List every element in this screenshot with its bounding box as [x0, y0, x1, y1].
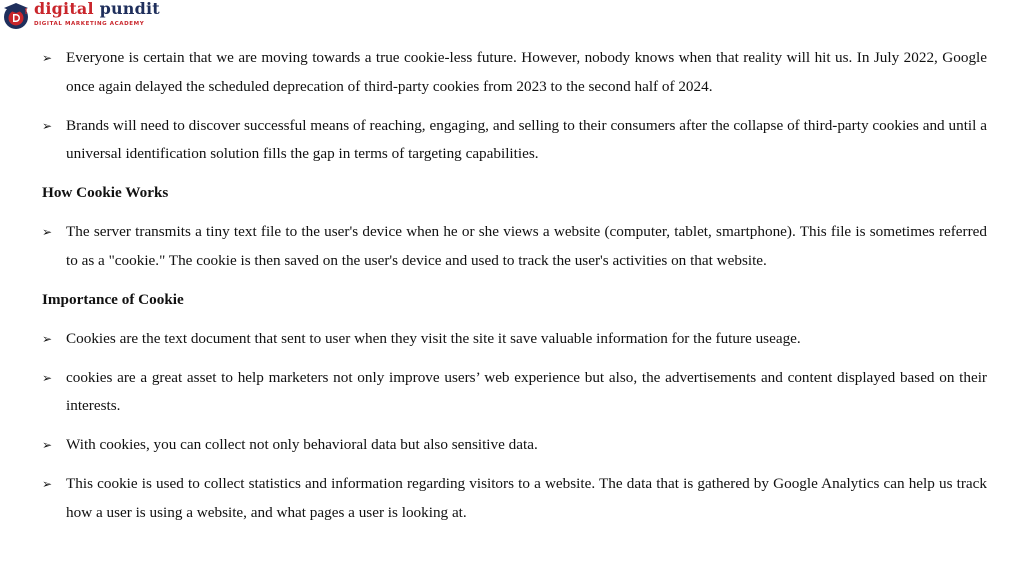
- arrow-bullet-icon: ➢: [42, 118, 53, 133]
- logo-wordmark: [34, 0, 160, 18]
- bullet-item: [42, 364, 987, 421]
- bullet-item: [42, 44, 987, 101]
- bullet-text: This cookie is used to collect statistics and information regarding visitors to a website. The data that is gathered by Google Analytics can help us track how a user is using a website, and what pages a user is looking at.: [66, 475, 987, 521]
- logo-tagline: DIGITAL MARKETING ACADEMY: [34, 21, 145, 27]
- logo-word-digital: digital: [34, 0, 94, 18]
- arrow-bullet-icon: ➢: [42, 477, 53, 491]
- bullet-item: [42, 431, 987, 460]
- brand-logo: [0, 0, 160, 34]
- section-heading-how-cookie-works: How Cookie Works: [42, 184, 169, 201]
- section-heading-importance-of-cookie: Importance of Cookie: [42, 290, 184, 308]
- bullet-text: The server transmits a tiny text file to the user's device when he or she views a website (computer, tablet, smartphone). This file is sometimes referred to as a "cookie." The cookie is then saved on the user's device and used to track the user's activities on that website.: [66, 223, 987, 269]
- arrow-bullet-icon: ➢: [42, 225, 53, 239]
- arrow-bullet-icon: ➢: [42, 438, 53, 452]
- logo-word-pundit: pundit: [99, 0, 160, 18]
- arrow-bullet-icon: ➢: [42, 370, 53, 385]
- document-body: [42, 44, 987, 538]
- bullet-text: Brands will need to discover successful means of reaching, engaging, and selling to their consumers after the collapse of third-party cookies and until a universal identification solution fills the gap in terms of targeting capabilities.: [66, 116, 987, 162]
- bullet-item: [42, 325, 987, 354]
- arrow-bullet-icon: ➢: [42, 51, 53, 65]
- bullet-text: cookies are a great asset to help marketers not only improve users’ web experience but also, the advertisements and content displayed based on their interests.: [66, 368, 987, 414]
- bullet-item: [42, 470, 987, 527]
- bullet-text: With cookies, you can collect not only behavioral data but also sensitive data.: [66, 436, 538, 453]
- bullet-item: [42, 218, 987, 275]
- bullet-text: Cookies are the text document that sent to user when they visit the site it save valuable information for the future useage.: [66, 329, 801, 347]
- arrow-bullet-icon: ➢: [42, 331, 53, 346]
- bullet-item: [42, 112, 987, 169]
- graduation-badge-icon: [2, 2, 30, 30]
- bullet-text: Everyone is certain that we are moving towards a true cookie-less future. However, nobody knows when that reality will hit us. In July 2022, Google once again delayed the scheduled deprecation of third-party cookies from 2023 to the second half of 2024.: [66, 49, 987, 95]
